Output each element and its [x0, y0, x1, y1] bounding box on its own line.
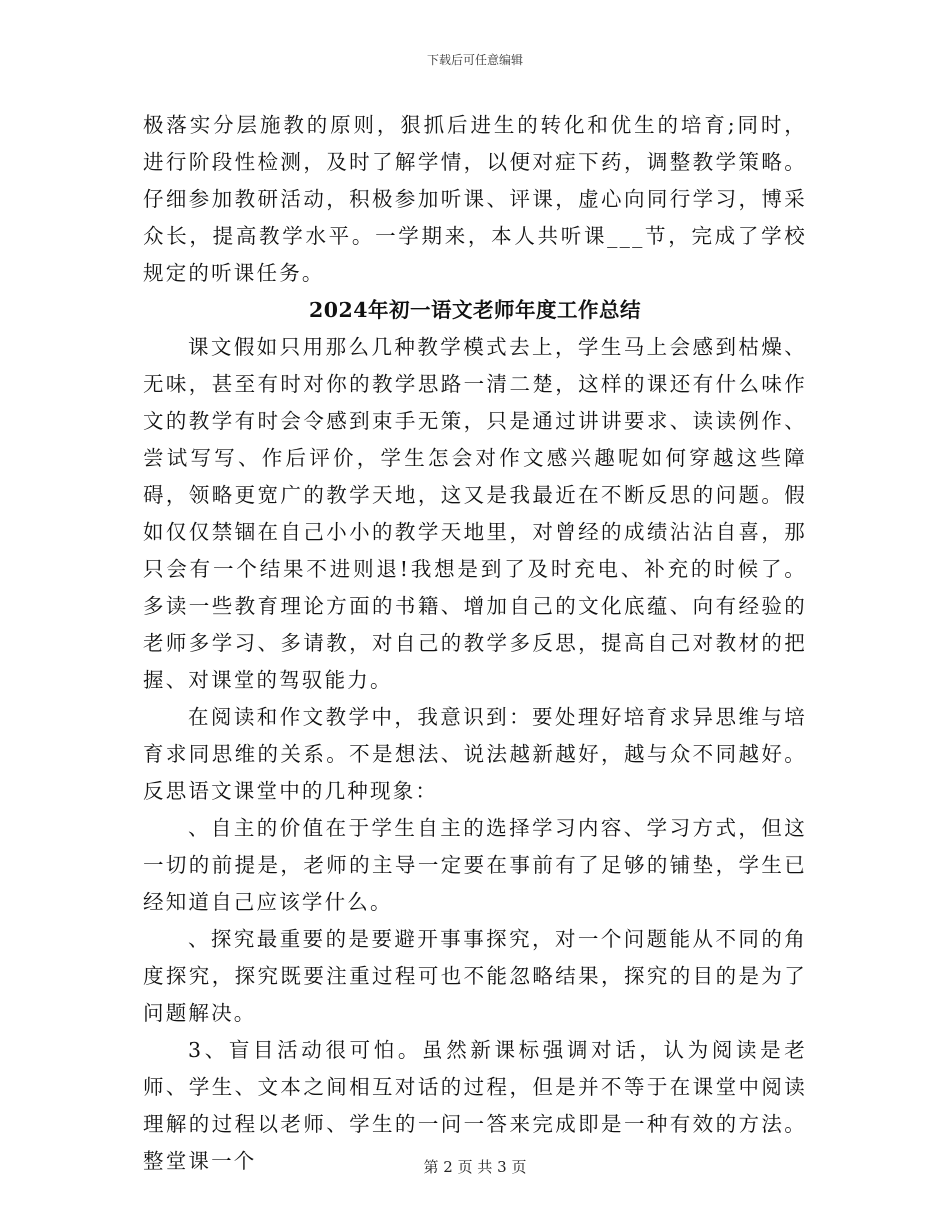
document-title: 2024年初一语文老师年度工作总结 [308, 298, 642, 322]
page-footer: 第 2 页 共 3 页 [423, 1158, 527, 1176]
page-header: 下载后可任意编辑 [426, 53, 523, 67]
paragraph-inquiry: 、探究最重要的是要避开事事探究，对一个问题能从不同的角度探究，探究既要注重过程可也不能忽略结果，探究的目的是为了问题解决。 [143, 927, 807, 1025]
paragraph-blind-activities: 3、盲目活动很可怕。虽然新课标强调对话，认为阅读是老师、学生、文本之间相互对话的过程，但是并不等于在课堂中阅读理解的过程以老师、学生的一问一答来完成即是一种有效的方法。整堂课一个 [143, 1038, 807, 1173]
paragraph-autonomy: 、自主的价值在于学生自主的选择学习内容、学习方式，但这一切的前提是，老师的主导一定要在事前有了足够的铺垫，学生已经知道自己应该学什么。 [143, 816, 807, 914]
paragraph-reading-writing: 在阅读和作文教学中，我意识到：要处理好培育求异思维与培育求同思维的关系。不是想法、说法越新越好，越与众不同越好。反思语文课堂中的几种现象： [143, 705, 807, 803]
continuation-paragraph: 极落实分层施教的原则，狠抓后进生的转化和优生的培育;同时，进行阶段性检测，及时了解学情，以便对症下药，调整教学策略。仔细参加教研活动，积极参加听课、评课，虚心向同行学习，博采众长，提高教学水平。一学期来，本人共听课___节，完成了学校规定的听课任务。 [143, 113, 807, 285]
document-body [143, 107, 807, 1180]
paragraph-teaching-modes: 课文假如只用那么几种教学模式去上，学生马上会感到枯燥、无味，甚至有时对你的教学思路一清二楚，这样的课还有什么味作文的教学有时会令感到束手无策，只是通过讲讲要求、读读例作、尝试写写、作后评价，学生怎会对作文感兴趣呢如何穿越这些障碍，领略更宽广的教学天地，这又是我最近在不断反思的问题。假如仅仅禁锢在自己小小的教学天地里，对曾经的成绩沾沾自喜，那只会有一个结果不进则退!我想是到了及时充电、补充的时候了。多读一些教育理论方面的书籍、增加自己的文化底蕴、向有经验的老师多学习、多请教，对自己的教学多反思，提高自己对教材的把握、对课堂的驾驭能力。 [143, 335, 807, 692]
